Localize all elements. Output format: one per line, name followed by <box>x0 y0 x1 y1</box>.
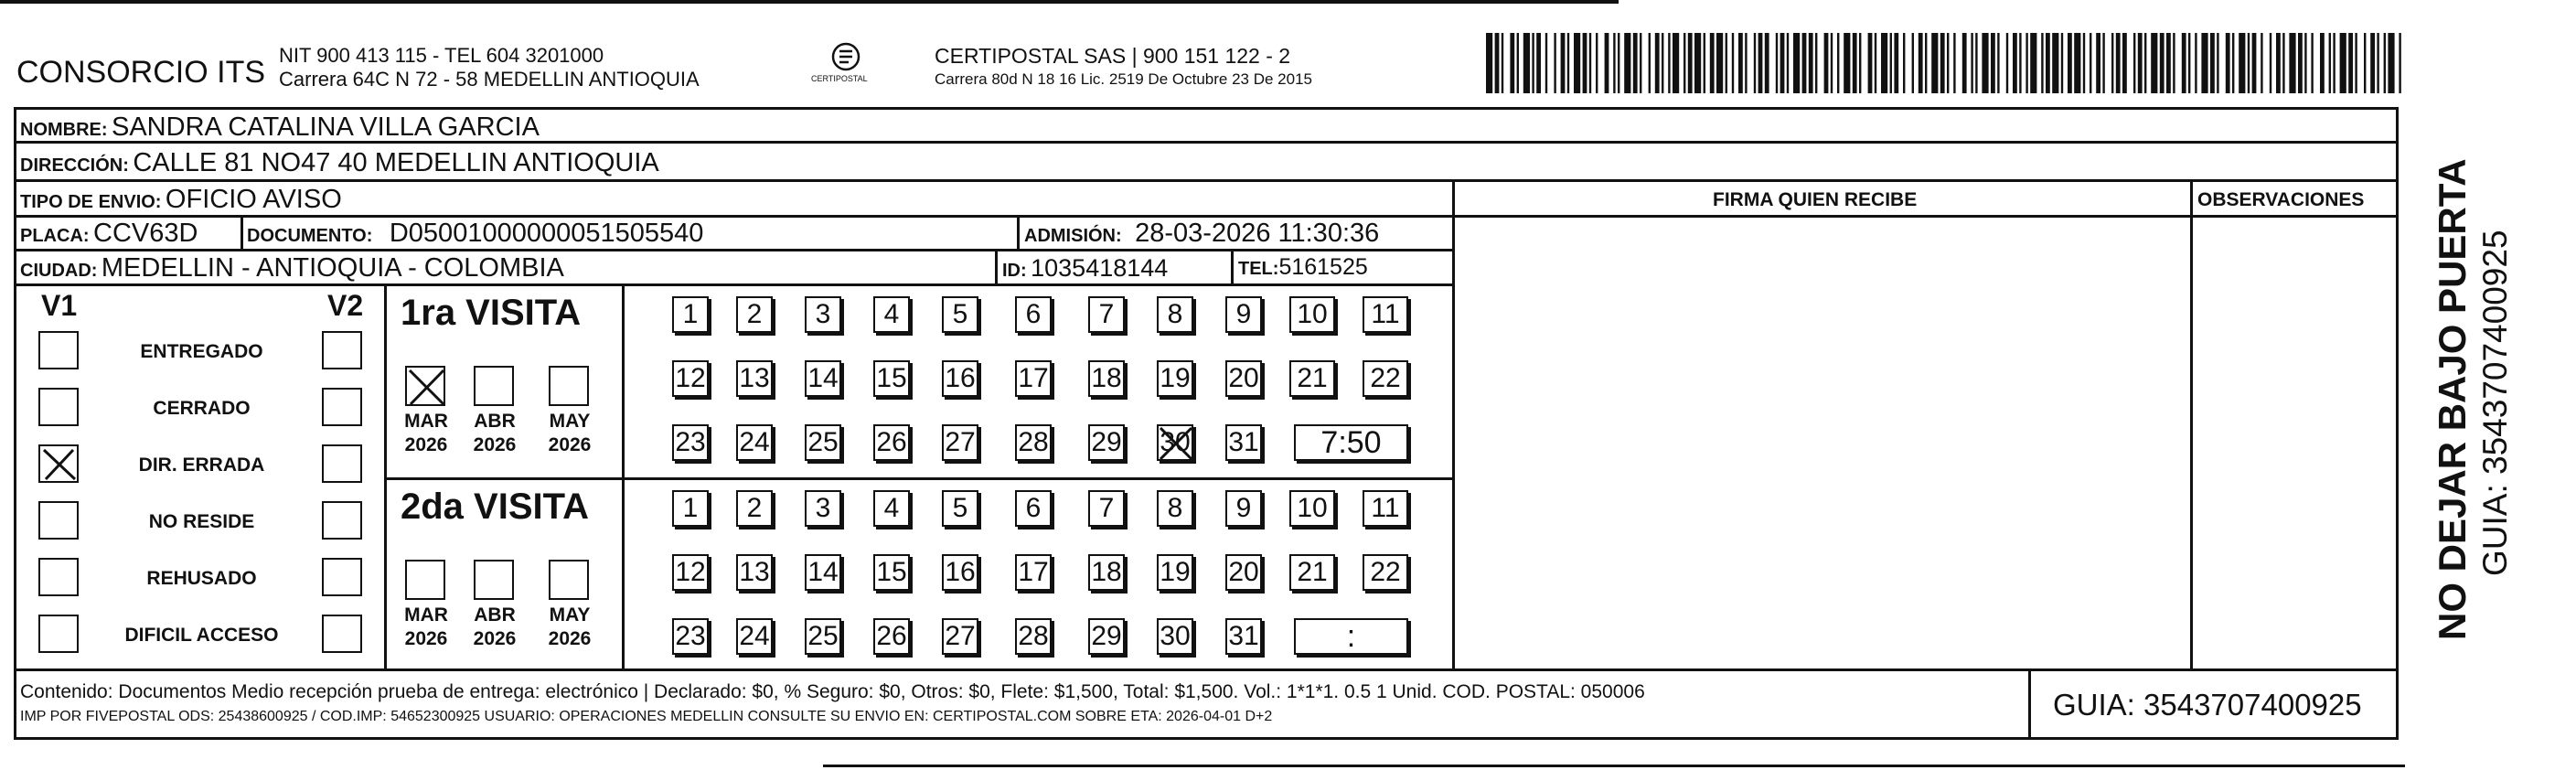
status-option-label: CERRADO <box>153 398 251 419</box>
footer-contenido: Contenido: Documentos Medio recepción prueba de entrega: electrónico | Declarado: $0, % Seguro: $0, Otros: $0, Flete: $1,500, Total: $1,500. Vol.: 1*1*1. 0.5 1 Unid. COD. POSTAL: 050006 <box>20 681 1645 702</box>
barcode-bar <box>1971 33 1972 93</box>
day-box[interactable]: 22 <box>1363 360 1408 397</box>
direccion-label: DIRECCIÓN: <box>20 155 129 176</box>
barcode-bar <box>2384 33 2386 93</box>
barcode-bar <box>2217 33 2218 93</box>
day-box[interactable]: 14 <box>805 360 841 397</box>
day-box[interactable]: 26 <box>873 618 910 655</box>
barcode-bar <box>2320 33 2325 93</box>
barcode-bar <box>1732 33 1734 93</box>
day-box[interactable]: 15 <box>873 360 910 397</box>
placa-row <box>20 220 198 247</box>
barcode-bar <box>1962 33 1967 93</box>
barcode-bar <box>1694 33 1701 93</box>
barcode-bar <box>2122 33 2127 93</box>
day-box[interactable]: 25 <box>805 424 841 461</box>
barcode-bar <box>2006 33 2008 93</box>
nombre-value: SANDRA CATALINA VILLA GARCIA <box>112 112 540 142</box>
day-box[interactable]: 17 <box>1015 554 1052 591</box>
barcode-bar <box>1793 33 1800 93</box>
month-label: ABR <box>474 411 516 432</box>
barcode-bar <box>2096 33 2100 93</box>
barcode-bar <box>1982 33 1988 93</box>
footer-guia: GUIA: 3543707400925 <box>2053 688 2362 722</box>
barcode-bar <box>2355 33 2357 93</box>
day-box[interactable]: 17 <box>1015 360 1052 397</box>
barcode-bar <box>2340 33 2346 93</box>
rule <box>14 668 2399 671</box>
barcode-bar <box>2289 33 2295 93</box>
visit-title: 1ra VISITA <box>401 293 582 333</box>
barcode-bar <box>1502 33 1503 93</box>
firma-label: FIRMA QUIEN RECIBE <box>1713 189 1918 210</box>
barcode-bar <box>1890 33 1892 93</box>
barcode-bar <box>1881 33 1887 93</box>
barcode-bar <box>1758 33 1763 93</box>
barcode-bar <box>1710 33 1715 93</box>
rule <box>384 477 1454 480</box>
documento-value: D05001000000051505540 <box>389 219 704 248</box>
barcode-icon <box>1486 33 2400 93</box>
barcode-bar <box>1673 33 1679 93</box>
month-checkbox[interactable] <box>405 366 445 406</box>
barcode-bar <box>2090 33 2091 93</box>
barcode-bar <box>1545 33 1547 93</box>
barcode-bar <box>1640 33 1641 93</box>
status-option-label: DIFICIL ACCESO <box>124 625 279 646</box>
barcode-bar <box>1831 33 1833 93</box>
day-box[interactable]: 14 <box>805 554 841 591</box>
visit-title: 2da VISITA <box>401 487 589 527</box>
day-box[interactable]: 10 <box>1289 296 1335 333</box>
rule <box>2028 668 2031 740</box>
day-box[interactable]: 21 <box>1289 554 1335 591</box>
year-label: 2026 <box>548 434 592 455</box>
day-box[interactable]: 27 <box>942 424 978 461</box>
status-option-label: NO RESIDE <box>148 511 255 532</box>
ciudad-value: MEDELLIN - ANTIOQUIA - COLOMBIA <box>101 253 564 283</box>
barcode-bar <box>1859 33 1861 93</box>
barcode-bar <box>2068 33 2072 93</box>
top-rule <box>0 0 1619 4</box>
barcode-bar <box>1596 33 1598 93</box>
side-warning: NO DEJAR BAJO PUERTA <box>2431 158 2474 640</box>
barcode-bar <box>2377 33 2378 93</box>
rule <box>14 249 1454 251</box>
barcode-bar <box>1738 33 1743 93</box>
barcode-bar <box>2333 33 2335 93</box>
side-guia: GUIA: 3543707400925 <box>2476 230 2514 576</box>
day-box[interactable]: 28 <box>1015 424 1052 461</box>
barcode-bar <box>1716 33 1723 93</box>
v1-checkbox[interactable] <box>38 501 79 540</box>
day-box[interactable]: 29 <box>1088 618 1125 655</box>
month-label: MAR <box>404 411 448 432</box>
rule <box>2190 179 2193 670</box>
day-box[interactable]: 20 <box>1225 360 1262 397</box>
nombre-label: NOMBRE: <box>20 120 108 140</box>
year-label: 2026 <box>548 628 592 649</box>
barcode-bar <box>1953 33 1955 93</box>
barcode-bar <box>2173 33 2175 93</box>
barcode-bar <box>1567 33 1569 93</box>
documento-label: DOCUMENTO: <box>247 226 373 246</box>
barcode-bar <box>1618 33 1619 93</box>
barcode-bar <box>2160 33 2164 93</box>
v1-checkbox[interactable] <box>38 444 79 483</box>
barcode-bar <box>1655 33 1660 93</box>
v1-checkbox[interactable] <box>38 558 79 596</box>
barcode-bar <box>1975 33 1977 93</box>
barcode-bar <box>1925 33 1927 93</box>
day-box[interactable]: 9 <box>1225 296 1262 333</box>
day-box[interactable]: 23 <box>672 424 709 461</box>
year-label: 2026 <box>404 434 448 455</box>
barcode-bar <box>2030 33 2036 93</box>
barcode-bar <box>1754 33 1756 93</box>
barcode-bar <box>2041 33 2043 93</box>
v1-checkbox[interactable] <box>38 388 79 426</box>
company-nit: NIT 900 413 115 - TEL 604 3201000 <box>279 44 604 67</box>
tel-label: TEL: <box>1238 259 1279 279</box>
time-box[interactable]: : <box>1294 618 1408 655</box>
rule <box>995 249 998 285</box>
day-box[interactable]: 2 <box>736 490 773 527</box>
day-box[interactable]: 15 <box>873 554 910 591</box>
barcode-bar <box>2270 33 2271 93</box>
v2-checkbox[interactable] <box>322 558 362 596</box>
rule <box>240 215 243 250</box>
courier-address: Carrera 80d N 18 16 Lic. 2519 De Octubre 23 De 2015 <box>935 70 1312 88</box>
rule <box>1452 179 1455 670</box>
month-label: MAY <box>549 411 591 432</box>
v2-checkbox[interactable] <box>322 615 362 653</box>
barcode-bar <box>2144 33 2146 93</box>
barcode-bar <box>2252 33 2257 93</box>
v1-checkbox[interactable] <box>38 331 79 369</box>
day-box[interactable]: 30 <box>1157 618 1193 655</box>
day-box[interactable]: 6 <box>1015 296 1052 333</box>
barcode-bar <box>2052 33 2058 93</box>
tipo-value: OFICIO AVISO <box>165 185 342 214</box>
v2-checkbox[interactable] <box>322 388 362 426</box>
check-mark-icon <box>40 446 80 485</box>
barcode-bar <box>1613 33 1615 93</box>
logo-text: CERTIPOSTAL <box>811 74 868 83</box>
day-box[interactable]: 1 <box>672 296 709 333</box>
barcode-bar <box>1704 33 1705 93</box>
tipo-row <box>20 187 342 213</box>
barcode-bar <box>1486 33 1492 93</box>
day-box[interactable]: 4 <box>873 490 910 527</box>
barcode-bar <box>2019 33 2021 93</box>
day-box[interactable]: 21 <box>1289 360 1335 397</box>
status-option-label: REHUSADO <box>146 568 257 589</box>
day-box[interactable]: 18 <box>1088 360 1125 397</box>
day-box[interactable]: 22 <box>1363 554 1408 591</box>
barcode-bar <box>2188 33 2190 93</box>
barcode-bar <box>2282 33 2284 93</box>
nombre-row <box>20 114 540 141</box>
day-box[interactable]: 20 <box>1225 554 1262 591</box>
barcode-bar <box>1726 33 1727 93</box>
admision-row <box>1024 220 1379 247</box>
v2-checkbox[interactable] <box>322 331 362 369</box>
barcode-bar <box>2138 33 2143 93</box>
barcode-bar <box>1931 33 1938 93</box>
day-box[interactable]: 16 <box>942 360 978 397</box>
barcode-bar <box>1574 33 1580 93</box>
barcode-bar <box>2083 33 2085 93</box>
barcode-bar <box>2261 33 2262 93</box>
barcode-bar <box>2348 33 2353 93</box>
barcode-bar <box>1536 33 1541 93</box>
month-checkbox[interactable] <box>405 560 445 600</box>
day-box[interactable]: 24 <box>736 618 773 655</box>
barcode-bar <box>1532 33 1534 93</box>
barcode-bar <box>2111 33 2113 93</box>
day-box[interactable]: 16 <box>942 554 978 591</box>
documento-row <box>247 220 703 247</box>
barcode-bar <box>2304 33 2306 93</box>
barcode-bar <box>2133 33 2135 93</box>
direccion-row <box>20 150 659 176</box>
day-box[interactable]: 30 <box>1157 424 1193 461</box>
footer-imp: IMP POR FIVEPOSTAL ODS: 25438600925 / COD.IMP: 54652300925 USUARIO: OPERACIONES MEDELLIN CONSULTE SU ENVIO EN: CERTIPOSTAL.COM SOBRE ETA: 2026-04-01 D+2 <box>20 709 1273 724</box>
direccion-value: CALLE 81 NO47 40 MEDELLIN ANTIOQUIA <box>133 148 659 177</box>
barcode-bar <box>1561 33 1566 93</box>
barcode-bar <box>1837 33 1839 93</box>
barcode-bar <box>1894 33 1898 93</box>
day-box[interactable]: 18 <box>1088 554 1125 591</box>
time-box[interactable]: 7:50 <box>1294 424 1408 461</box>
v1-label: V1 <box>41 289 78 322</box>
ciudad-row <box>20 255 564 282</box>
day-box[interactable]: 31 <box>1225 424 1262 461</box>
barcode-bar <box>1523 33 1530 93</box>
day-box[interactable]: 23 <box>672 618 709 655</box>
barcode-bar <box>1824 33 1829 93</box>
month-checkbox[interactable] <box>474 366 514 406</box>
day-box[interactable]: 9 <box>1225 490 1262 527</box>
barcode-bar <box>2399 33 2400 93</box>
barcode-bar <box>1510 33 1514 93</box>
day-box[interactable]: 6 <box>1015 490 1052 527</box>
year-label: 2026 <box>473 628 517 649</box>
day-box[interactable]: 3 <box>805 490 841 527</box>
ciudad-label: CIUDAD: <box>20 261 98 281</box>
v2-checkbox[interactable] <box>322 501 362 540</box>
barcode-bar <box>1947 33 1949 93</box>
barcode-bar <box>2370 33 2375 93</box>
barcode-bar <box>2074 33 2080 93</box>
barcode-bar <box>2248 33 2250 93</box>
day-box[interactable]: 11 <box>1363 490 1408 527</box>
year-label: 2026 <box>473 434 517 455</box>
admision-label: ADMISIÓN: <box>1024 226 1122 246</box>
day-box[interactable]: 19 <box>1157 360 1193 397</box>
barcode-bar <box>2195 33 2197 93</box>
observaciones-label: OBSERVACIONES <box>2197 189 2365 210</box>
day-box[interactable]: 27 <box>942 618 978 655</box>
company-address: Carrera 64C N 72 - 58 MEDELLIN ANTIOQUIA <box>279 68 700 91</box>
barcode-bar <box>2151 33 2157 93</box>
day-box[interactable]: 5 <box>942 296 978 333</box>
barcode-bar <box>1624 33 1630 93</box>
barcode-bar <box>2102 33 2104 93</box>
day-box[interactable]: 3 <box>805 296 841 333</box>
barcode-bar <box>1802 33 1807 93</box>
day-box[interactable]: 1 <box>672 490 709 527</box>
barcode-bar <box>1853 33 1857 93</box>
barcode-bar <box>2046 33 2050 93</box>
day-box[interactable]: 8 <box>1157 296 1193 333</box>
tel-row <box>1238 256 1368 279</box>
barcode-bar <box>2364 33 2366 93</box>
check-mark-icon <box>1159 426 1195 463</box>
rule <box>384 283 387 668</box>
month-label: MAR <box>404 604 448 626</box>
barcode-bar <box>2013 33 2017 93</box>
day-box[interactable]: 7 <box>1088 296 1125 333</box>
barcode-bar <box>2166 33 2171 93</box>
rule <box>1231 249 1234 285</box>
month-checkbox[interactable] <box>549 560 589 600</box>
v1-checkbox[interactable] <box>38 615 79 653</box>
v2-label: V2 <box>327 289 364 322</box>
barcode-bar <box>1495 33 1500 93</box>
barcode-bar <box>1583 33 1587 93</box>
barcode-bar <box>1765 33 1769 93</box>
barcode-bar <box>2232 33 2234 93</box>
day-box[interactable]: 25 <box>805 618 841 655</box>
barcode-bar <box>1780 33 1785 93</box>
barcode-bar <box>1809 33 1813 93</box>
placa-label: PLACA: <box>20 226 90 246</box>
rule <box>1017 215 1020 250</box>
barcode-bar <box>1997 33 1999 93</box>
rule <box>14 283 1454 286</box>
rule <box>622 283 625 668</box>
barcode-bar <box>1912 33 1914 93</box>
month-label: ABR <box>474 604 516 626</box>
barcode-bar <box>1688 33 1693 93</box>
status-option-label: ENTREGADO <box>140 341 263 362</box>
barcode-bar <box>1868 33 1873 93</box>
barcode-bar <box>2226 33 2230 93</box>
month-checkbox[interactable] <box>474 560 514 600</box>
day-box[interactable]: 4 <box>873 296 910 333</box>
day-box[interactable]: 19 <box>1157 554 1193 591</box>
company-name: CONSORCIO ITS <box>16 55 266 90</box>
barcode-bar <box>2276 33 2281 93</box>
v2-checkbox[interactable] <box>322 444 362 483</box>
year-label: 2026 <box>404 628 448 649</box>
check-mark-icon <box>407 368 447 408</box>
barcode-bar <box>1844 33 1850 93</box>
barcode-bar <box>2182 33 2186 93</box>
barcode-bar <box>1668 33 1670 93</box>
day-box[interactable]: 8 <box>1157 490 1193 527</box>
rule <box>14 179 2399 182</box>
day-box[interactable]: 26 <box>873 424 910 461</box>
barcode-bar <box>2210 33 2215 93</box>
barcode-bar <box>1662 33 1663 93</box>
day-box[interactable]: 12 <box>672 360 709 397</box>
day-box[interactable]: 2 <box>736 296 773 333</box>
barcode-bar <box>1683 33 1685 93</box>
id-row <box>1002 256 1168 281</box>
barcode-bar <box>2061 33 2063 93</box>
day-box[interactable]: 11 <box>1363 296 1408 333</box>
status-option-label: DIR. ERRADA <box>138 455 265 476</box>
barcode-bar <box>1776 33 1778 93</box>
barcode-bar <box>2388 33 2394 93</box>
day-box[interactable]: 31 <box>1225 618 1262 655</box>
barcode-bar <box>1633 33 1638 93</box>
month-checkbox[interactable] <box>549 366 589 406</box>
barcode-bar <box>1991 33 1995 93</box>
courier-name: CERTIPOSTAL SAS | 900 151 122 - 2 <box>935 44 1291 68</box>
barcode-bar <box>1589 33 1591 93</box>
form-frame <box>14 107 2399 740</box>
barcode-bar <box>2311 33 2313 93</box>
barcode-bar <box>1919 33 1923 93</box>
id-label: ID: <box>1002 261 1027 281</box>
day-box[interactable]: 7 <box>1088 490 1125 527</box>
day-box[interactable]: 24 <box>736 424 773 461</box>
barcode-bar <box>1875 33 1876 93</box>
barcode-bar <box>1554 33 1555 93</box>
day-box[interactable]: 10 <box>1289 490 1335 527</box>
barcode-bar <box>1815 33 1817 93</box>
day-box[interactable]: 5 <box>942 490 978 527</box>
placa-value: CCV63D <box>93 219 198 248</box>
barcode-bar <box>1605 33 1609 93</box>
month-label: MAY <box>549 604 591 626</box>
barcode-bar <box>1517 33 1519 93</box>
rule <box>14 215 2399 218</box>
bottom-rule <box>823 765 2405 767</box>
day-box[interactable]: 28 <box>1015 618 1052 655</box>
barcode-bar <box>1649 33 1651 93</box>
tel-value: 5161525 <box>1278 254 1368 280</box>
barcode-bar <box>1940 33 1945 93</box>
id-value: 1035418144 <box>1031 254 1169 282</box>
barcode-bar <box>2298 33 2303 93</box>
barcode-bar <box>1745 33 1747 93</box>
day-box[interactable]: 12 <box>672 554 709 591</box>
barcode-bar <box>1787 33 1789 93</box>
barcode-bar <box>2329 33 2331 93</box>
tipo-label: TIPO DE ENVIO: <box>20 192 162 212</box>
admision-value: 28-03-2026 11:30:36 <box>1135 219 1380 248</box>
barcode-bar <box>2239 33 2245 93</box>
barcode-bar <box>2201 33 2207 93</box>
certipostal-logo-icon <box>809 40 882 95</box>
day-box[interactable]: 13 <box>736 360 773 397</box>
day-box[interactable]: 29 <box>1088 424 1125 461</box>
day-box[interactable]: 13 <box>736 554 773 591</box>
barcode-bar <box>2026 33 2027 93</box>
barcode-bar <box>2116 33 2121 93</box>
barcode-bar <box>1903 33 1905 93</box>
